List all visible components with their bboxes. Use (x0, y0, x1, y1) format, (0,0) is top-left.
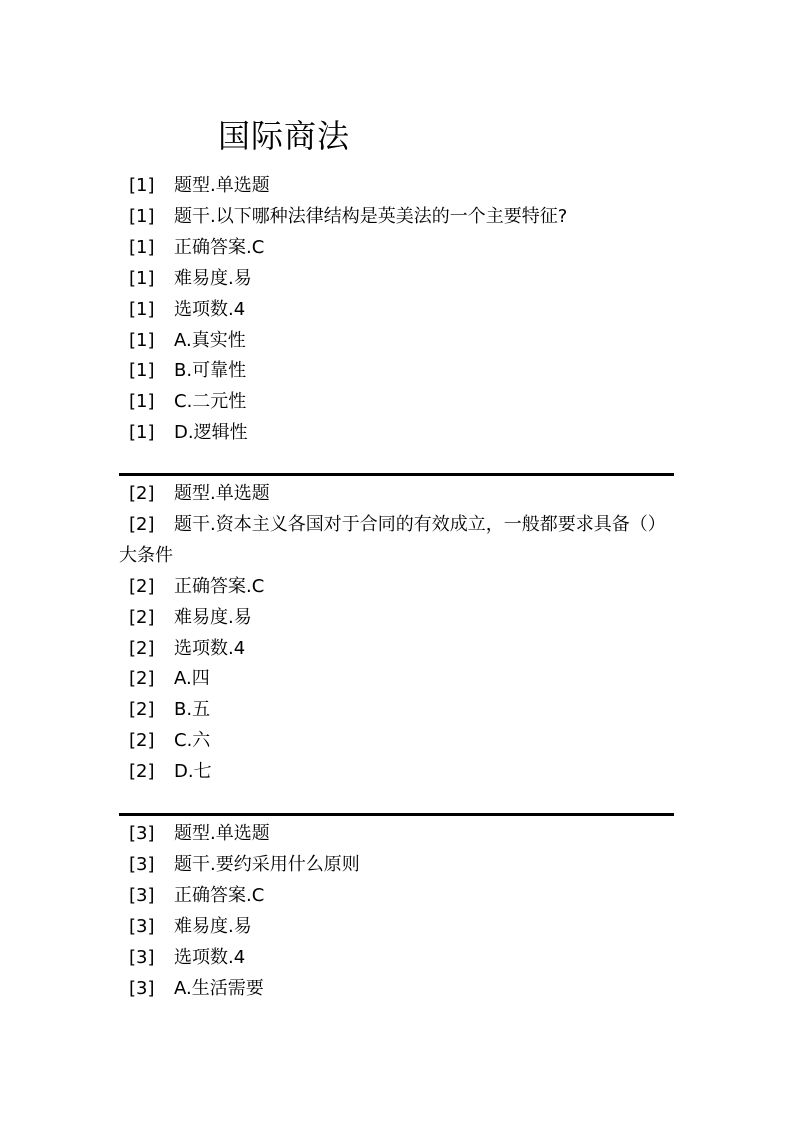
option-c: C.六 (174, 730, 211, 752)
document-title: 国际商法 (218, 117, 351, 156)
question-line (119, 479, 679, 510)
question-line (119, 295, 679, 326)
question-stem: 题干.以下哪种法律结构是英美法的一个主要特征? (174, 205, 568, 227)
question-number: [2] (129, 637, 155, 659)
question-number: [2] (129, 668, 155, 690)
question-number: [3] (129, 884, 155, 906)
question-line (119, 757, 679, 788)
question-number: [1] (129, 329, 155, 351)
question-line (119, 726, 679, 757)
question-line (119, 572, 679, 603)
question-number: [1] (129, 298, 155, 320)
question-line (119, 418, 679, 449)
question-line (119, 387, 679, 418)
question-type: 题型.单选题 (174, 823, 270, 844)
question-line (119, 664, 679, 695)
question-number: [1] (129, 391, 155, 413)
question-line (119, 943, 679, 974)
question-block-2 (119, 479, 679, 788)
option-b: B.可靠性 (174, 360, 247, 382)
question-divider (119, 473, 674, 476)
question-type: 题型.单选题 (174, 483, 270, 504)
option-d: D.逻辑性 (174, 422, 248, 444)
option-count: 选项数.4 (174, 637, 246, 659)
question-line (119, 634, 679, 665)
question-divider (119, 813, 674, 816)
question-line (119, 202, 679, 233)
option-count: 选项数.4 (174, 946, 246, 968)
question-line (119, 356, 679, 387)
question-number: [1] (129, 236, 155, 258)
option-a: A.真实性 (174, 329, 246, 351)
question-line (119, 695, 679, 726)
question-number: [3] (129, 946, 155, 968)
question-number: [2] (129, 761, 155, 783)
question-stem: 题干.资本主义各国对于合同的有效成立，一般都要求具备（）大条件 (119, 513, 666, 566)
question-number: [3] (129, 977, 155, 999)
option-c: C.二元性 (174, 391, 247, 413)
question-line (119, 850, 679, 881)
question-number: [2] (129, 513, 155, 535)
question-number: [1] (129, 267, 155, 289)
question-line (119, 819, 679, 850)
question-number: [1] (129, 422, 155, 444)
question-line (119, 233, 679, 264)
question-block-3 (119, 819, 679, 1004)
question-block-1 (119, 171, 679, 449)
difficulty: 难易度.易 (174, 267, 252, 289)
question-number: [2] (129, 699, 155, 721)
option-count: 选项数.4 (174, 298, 246, 320)
question-type: 题型.单选题 (174, 175, 270, 196)
question-line (119, 326, 679, 357)
correct-answer: 正确答案.C (174, 575, 265, 597)
question-number: [3] (129, 823, 155, 844)
question-line (119, 974, 679, 1005)
question-number: [2] (129, 483, 155, 504)
question-number: [2] (129, 575, 155, 597)
option-d: D.七 (174, 761, 212, 783)
option-b: B.五 (174, 699, 211, 721)
difficulty: 难易度.易 (174, 606, 252, 628)
question-line (119, 881, 679, 912)
difficulty: 难易度.易 (174, 915, 252, 937)
question-number: [2] (129, 606, 155, 628)
correct-answer: 正确答案.C (174, 884, 265, 906)
question-line (119, 171, 679, 202)
question-number: [1] (129, 175, 155, 196)
question-number: [2] (129, 730, 155, 752)
question-stem: 题干.要约采用什么原则 (174, 853, 360, 875)
question-number: [3] (129, 853, 155, 875)
option-a: A.生活需要 (174, 977, 264, 999)
question-line (119, 912, 679, 943)
question-number: [1] (129, 205, 155, 227)
option-a: A.四 (174, 668, 210, 690)
correct-answer: 正确答案.C (174, 236, 265, 258)
question-line (119, 603, 679, 634)
question-number: [1] (129, 360, 155, 382)
question-number: [3] (129, 915, 155, 937)
question-line (119, 510, 679, 572)
question-line (119, 264, 679, 295)
